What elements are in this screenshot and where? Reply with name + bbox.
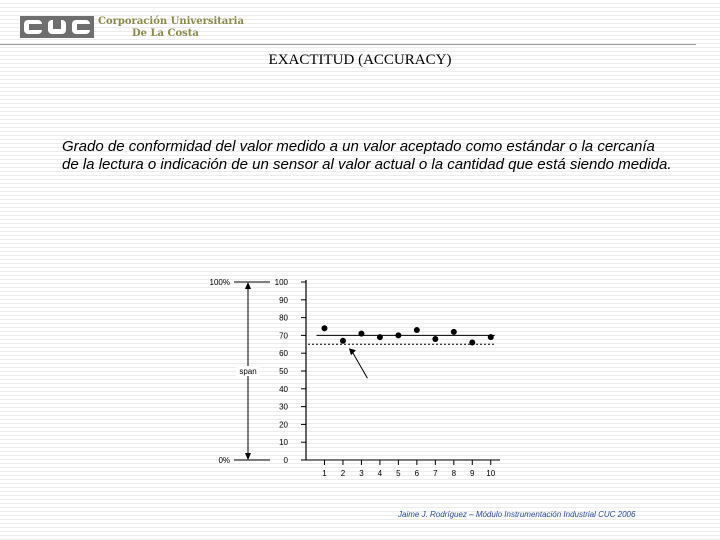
data-point (414, 327, 420, 333)
x-tick-label: 3 (359, 469, 364, 478)
university-logo (20, 14, 244, 42)
annotation-arrow-icon (349, 348, 356, 355)
x-tick-label: 1 (322, 469, 327, 478)
span-arrow-down-icon (245, 453, 251, 460)
footer-credit: Jaime J. Rodríguez – Módulo Instrumentación Industrial CUC 2006 (398, 510, 636, 519)
y-tick-label: 20 (279, 420, 288, 430)
y-tick-label: 60 (279, 349, 288, 359)
annotation-arrow-line (352, 351, 367, 378)
x-tick-label: 8 (451, 469, 457, 478)
logo-text-line2: De La Costa (132, 28, 199, 39)
logo-text-line1: Corporación Universitaria (98, 16, 244, 27)
y-tick-label: 0 (283, 456, 288, 465)
y-tick-label: 100 (274, 278, 288, 287)
data-point (451, 329, 457, 335)
span-label: span (239, 367, 257, 376)
y-tick-label: 10 (279, 438, 288, 448)
data-point (395, 332, 401, 338)
y-tick-label: 80 (279, 313, 288, 323)
y-tick-label: 70 (279, 331, 288, 341)
slide-title: EXACTITUD (ACCURACY) (268, 52, 452, 68)
data-point (432, 336, 438, 342)
span-label: 0% (218, 456, 230, 465)
x-tick-label: 4 (377, 469, 383, 478)
span-arrow-up-icon (245, 282, 251, 289)
header-divider (0, 44, 696, 45)
span-label: 100% (209, 278, 230, 287)
x-tick-label: 5 (396, 469, 401, 478)
x-tick-label: 10 (486, 469, 496, 478)
data-point (488, 334, 494, 340)
data-point (469, 340, 475, 346)
y-tick-label: 30 (279, 402, 288, 412)
x-tick-label: 9 (470, 469, 475, 478)
x-tick-label: 2 (340, 469, 346, 478)
data-point (377, 334, 383, 340)
x-tick-label: 6 (414, 469, 420, 478)
accuracy-chart (200, 270, 510, 490)
y-tick-label: 50 (279, 367, 288, 376)
data-point (358, 331, 364, 337)
definition-text: Grado de conformidad del valor medido a un valor aceptado como estándar o la cercanía de la lectura o indicación de un sensor al valor actual o la cantidad que está siendo medida. (62, 138, 672, 173)
data-point (321, 325, 327, 331)
y-tick-label: 40 (279, 384, 288, 394)
cuc-logo-icon (20, 16, 94, 38)
y-tick-label: 90 (279, 295, 288, 305)
x-tick-label: 7 (433, 469, 438, 478)
data-point (340, 338, 346, 344)
